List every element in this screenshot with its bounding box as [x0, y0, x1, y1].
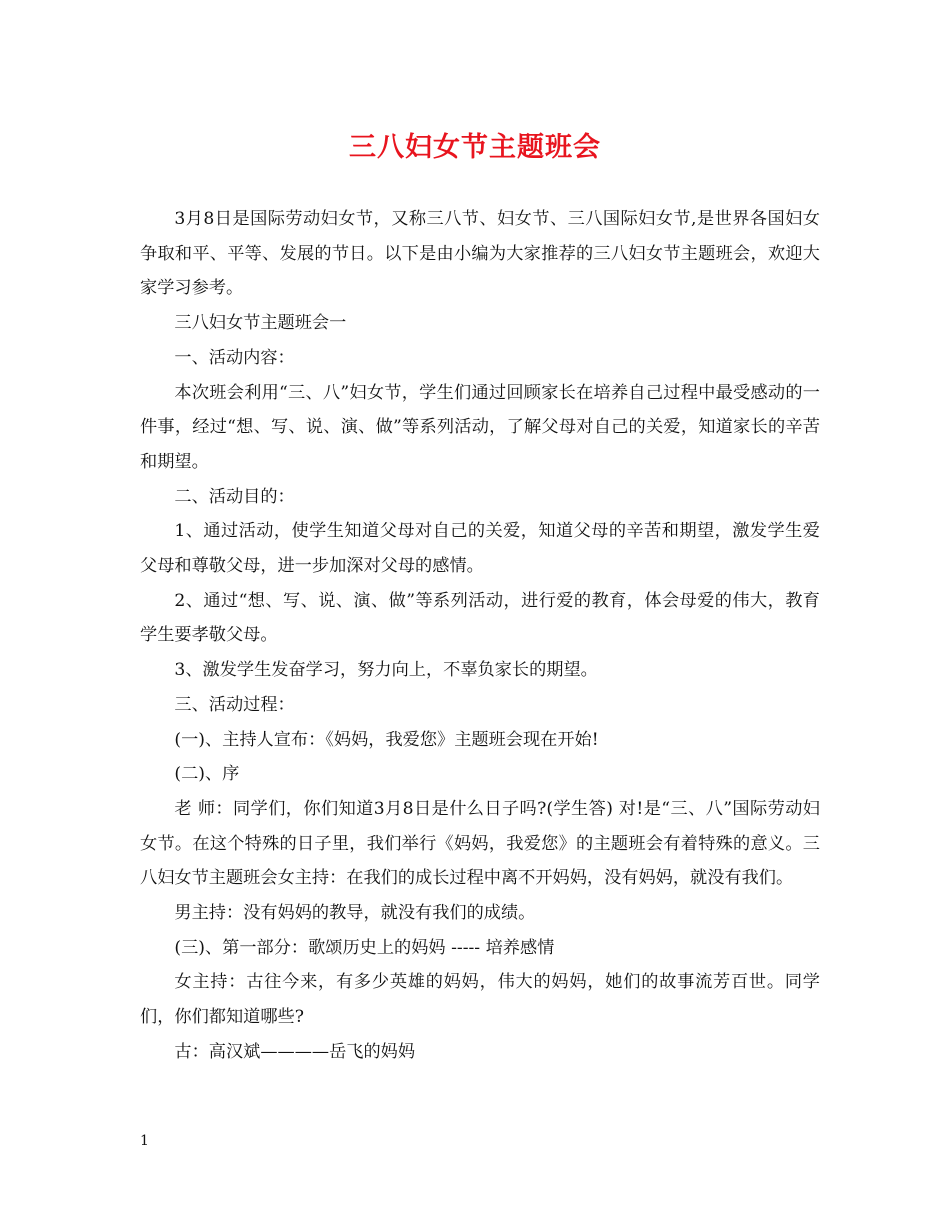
paragraph-goal-1: 1、通过活动，使学生知道父母对自己的关爱，知道父母的辛苦和期望，激发学生爱父母和尊敬父母，进一步加深对父母的感情。 [140, 521, 820, 577]
paragraph-intro: 3月8日是国际劳动妇女节，又称三八节、妇女节、三八国际妇女节,是世界各国妇女争取和平、平等、发展的节日。以下是由小编为大家推荐的三八妇女节主题班会，欢迎大家学习参考。 [140, 209, 820, 299]
paragraph-process-2: (二)、序 [174, 764, 240, 785]
paragraph-goal-2: 2、通过“想、写、说、演、做”等系列活动，进行爱的教育，体会母爱的伟大，教育学生要孝敬父母。 [140, 590, 820, 646]
paragraph-goal-3: 3、激发学生发奋学习，努力向上，不辜负家长的期望。 [174, 660, 598, 681]
paragraph-female-host: 女主持：古往今来，有多少英雄的妈妈，伟大的妈妈，她们的故事流芳百世。同学们，你们都知道哪些? [140, 972, 820, 1028]
page-number: 1 [140, 1133, 149, 1149]
paragraph-subtitle: 三八妇女节主题班会一 [174, 313, 347, 334]
paragraph-teacher: 老 师：同学们，你们知道3月8日是什么日子吗?(学生答) 对!是“三、八”国际劳动妇女节。在这个特殊的日子里，我们举行《妈妈，我爱您》的主题班会有着特殊的意义。三八妇女节主题班会女主持：在我们的成长过程中离不开妈妈，没有妈妈，就没有我们。 [140, 798, 820, 889]
paragraph-ancient-example: 古：高汉斌————岳飞的妈妈 [174, 1041, 416, 1062]
paragraph-process-1: (一)、主持人宣布：《妈妈，我爱您》主题班会现在开始! [174, 729, 599, 750]
heading-activity-goal: 二、活动目的： [174, 486, 295, 507]
heading-activity-process: 三、活动过程： [174, 694, 295, 715]
paragraph-male-host: 男主持：没有妈妈的教导，就没有我们的成绩。 [174, 903, 536, 924]
document-title: 三八妇女节主题班会 [349, 132, 601, 163]
paragraph-part-one: (三)、第一部分：歌颂历史上的妈妈 ----- 培养感情 [174, 937, 555, 958]
document-body [140, 202, 820, 1070]
paragraph-activity-content: 本次班会利用“三、八”妇女节，学生们通过回顾家长在培养自己过程中最受感动的一件事，经过“想、写、说、演、做”等系列活动，了解父母对自己的关爱，知道家长的辛苦和期望。 [140, 382, 820, 472]
heading-activity-content: 一、活动内容： [174, 347, 295, 368]
